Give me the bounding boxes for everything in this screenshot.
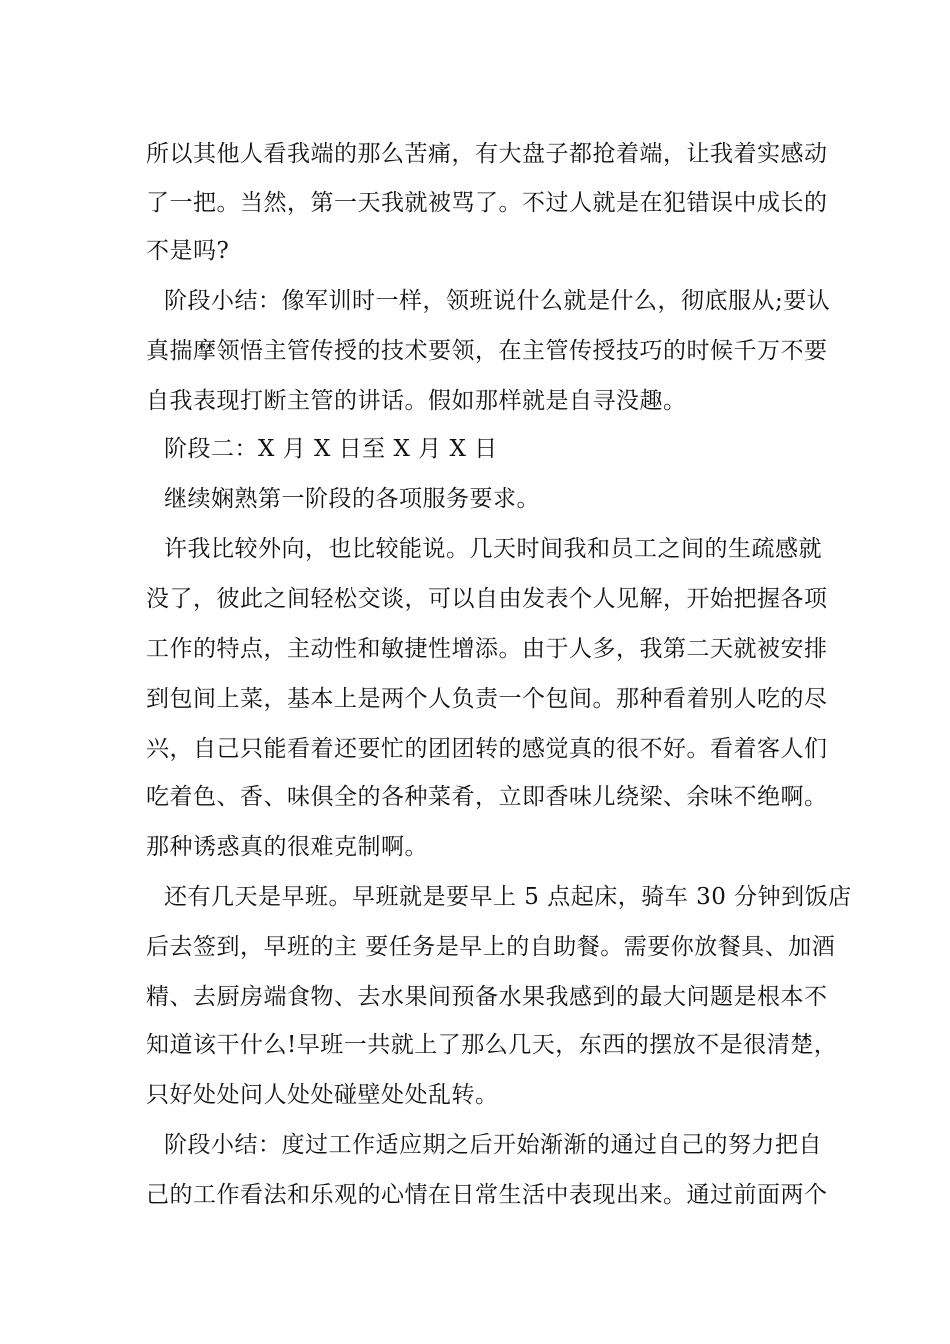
text-line: 自我表现打断主管的讲话。假如那样就是自寻没趣。 xyxy=(146,388,687,414)
text-line: 继续娴熟第一阶段的各项服务要求。 xyxy=(164,486,540,512)
text-line: 了一把。当然，第一天我就被骂了。不过人就是在犯错误中成长的 xyxy=(146,190,828,216)
text-line: 阶段小结：像军训时一样，领班说什么就是什么，彻底服从;要认 xyxy=(164,288,831,314)
section-heading: 阶段二：X 月 X 日至 X 月 X 日 xyxy=(164,436,498,462)
text-line: 还有几天是早班。早班就是要早上 5 点起床，骑车 30 分钟到饭店 xyxy=(164,884,852,910)
text-line: 不是吗? xyxy=(146,238,230,264)
text-line: 所以其他人看我端的那么苦痛，有大盘子都抢着端，让我着实感动 xyxy=(146,141,828,167)
text-line: 许我比较外向，也比较能说。几天时间我和员工之间的生疏感就 xyxy=(164,536,822,562)
text-line: 那种诱惑真的很难克制啊。 xyxy=(146,834,428,860)
text-line: 阶段小结：度过工作适应期之后开始渐渐的通过自己的努力把自 xyxy=(164,1132,822,1158)
text-line: 后去签到，早班的主 要任务是早上的自助餐。需要你放餐具、加酒 xyxy=(146,934,836,960)
text-line: 工作的特点，主动性和敏捷性增添。由于人多，我第二天就被安排 xyxy=(146,636,828,662)
text-line: 到包间上菜，基本上是两个人负责一个包间。那种看着别人吃的尽 xyxy=(146,686,828,712)
text-line: 吃着色、香、味俱全的各种菜肴，立即香味儿绕梁、余味不绝啊。 xyxy=(146,784,828,810)
text-line: 没了，彼此之间轻松交谈，可以自由发表个人见解，开始把握各项 xyxy=(146,586,828,612)
text-line: 知道该干什么!早班一共就上了那么几天，东西的摆放不是很清楚， xyxy=(146,1032,838,1058)
text-line: 真揣摩领悟主管传授的技术要领，在主管传授技巧的时候千万不要 xyxy=(146,338,828,364)
text-line: 兴，自己只能看着还要忙的团团转的感觉真的很不好。看着客人们 xyxy=(146,736,828,762)
text-line: 己的工作看法和乐观的心情在日常生活中表现出来。通过前面两个 xyxy=(146,1182,828,1208)
text-line: 只好处处问人处处碰壁处处乱转。 xyxy=(146,1082,499,1108)
text-line: 精、去厨房端食物、去水果间预备水果我感到的最大问题是根本不 xyxy=(146,984,828,1010)
